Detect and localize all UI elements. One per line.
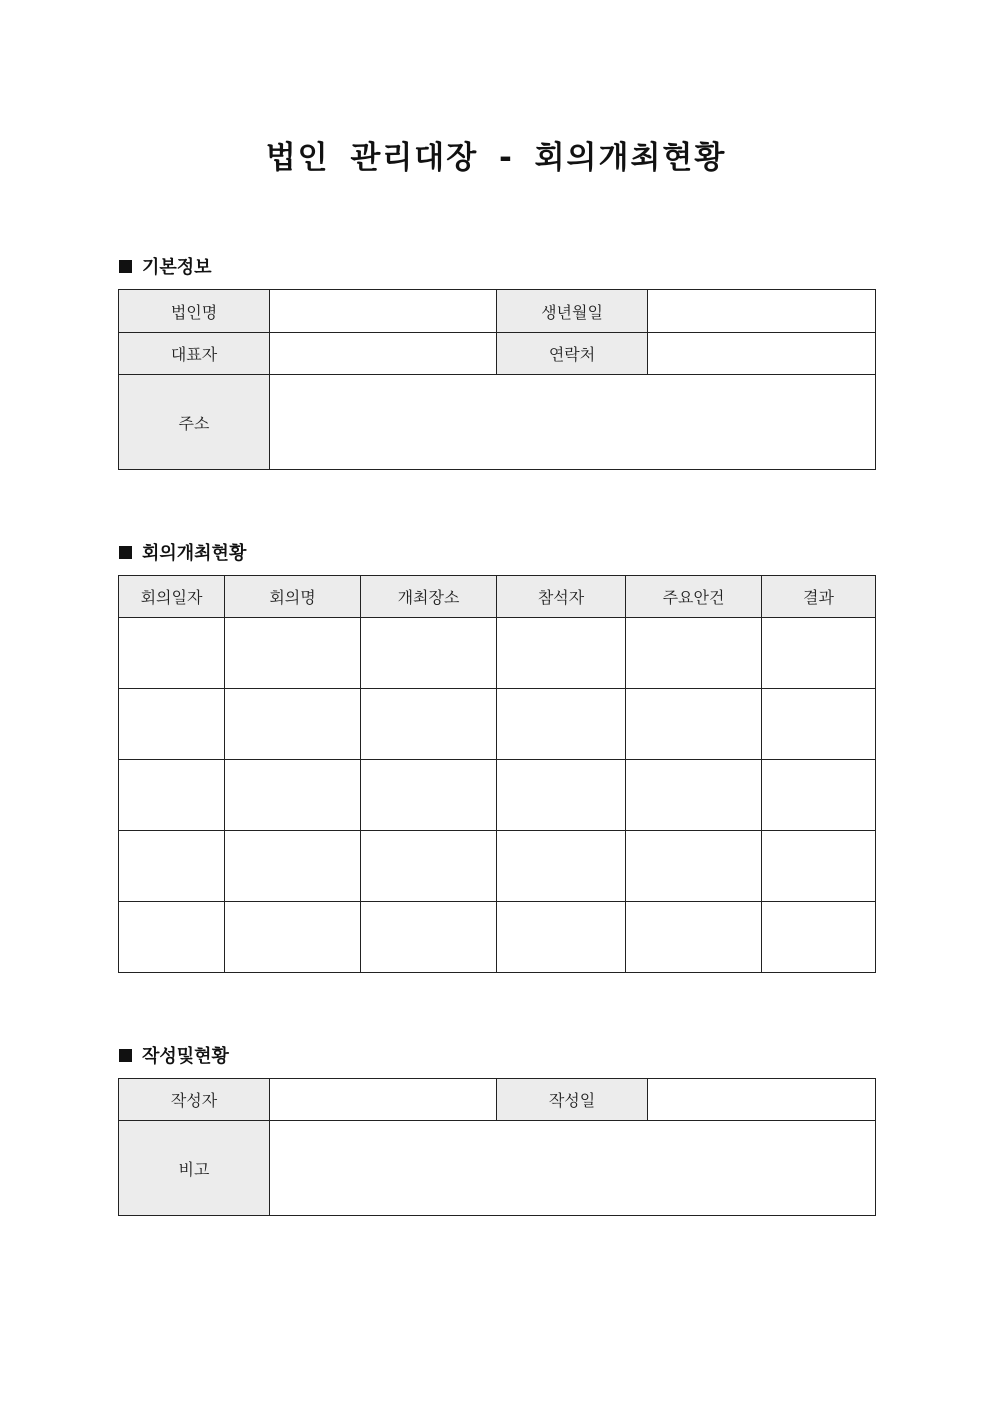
section-heading-label: 기본정보 [142,257,212,278]
table-cell[interactable] [497,618,626,689]
table-cell[interactable] [361,902,497,973]
representative-field[interactable] [270,333,497,375]
section-heading-basic-info [119,253,212,279]
table-cell[interactable] [225,618,361,689]
address-field[interactable] [270,375,876,470]
table-cell[interactable] [497,902,626,973]
contact-label: 연락처 [497,333,648,375]
black-square-icon [119,260,132,273]
table-cell[interactable] [762,902,876,973]
basic-info-table [118,289,876,470]
column-header-attendees: 참석자 [497,576,626,618]
corp-name-label: 법인명 [119,290,270,333]
column-header-date: 회의일자 [119,576,225,618]
writing-table [118,1078,876,1216]
column-header-result: 결과 [762,576,876,618]
corp-name-field[interactable] [270,290,497,333]
page-title: 법인 관리대장 - 회의개최현황 [265,140,727,176]
written-date-field[interactable] [648,1079,876,1121]
written-date-label: 작성일 [497,1079,648,1121]
table-cell[interactable] [119,831,225,902]
section-heading-label: 작성및현황 [142,1046,229,1067]
column-header-venue: 개최장소 [361,576,497,618]
table-cell[interactable] [762,831,876,902]
black-square-icon [119,1049,132,1062]
table-cell[interactable] [762,618,876,689]
table-cell[interactable] [361,618,497,689]
table-row [119,689,876,760]
table-cell[interactable] [361,760,497,831]
section-heading-writing [119,1042,229,1068]
remarks-field[interactable] [270,1121,876,1216]
table-cell[interactable] [225,831,361,902]
author-label: 작성자 [119,1079,270,1121]
table-cell[interactable] [119,689,225,760]
table-cell[interactable] [225,689,361,760]
birth-date-field[interactable] [648,290,876,333]
birth-date-label: 생년월일 [497,290,648,333]
contact-field[interactable] [648,333,876,375]
table-cell[interactable] [361,689,497,760]
section-heading-label: 회의개최현황 [142,543,247,564]
table-cell[interactable] [762,760,876,831]
table-cell[interactable] [626,689,762,760]
table-cell[interactable] [361,831,497,902]
table-row [119,760,876,831]
author-field[interactable] [270,1079,497,1121]
section-heading-meetings [119,539,246,565]
table-cell[interactable] [626,760,762,831]
table-cell[interactable] [626,831,762,902]
table-row [119,618,876,689]
column-header-agenda: 주요안건 [626,576,762,618]
table-cell[interactable] [626,618,762,689]
table-row [119,902,876,973]
table-cell[interactable] [225,760,361,831]
remarks-label: 비고 [119,1121,270,1216]
representative-label: 대표자 [119,333,270,375]
table-cell[interactable] [225,902,361,973]
meetings-table [118,575,876,973]
table-cell[interactable] [497,689,626,760]
black-square-icon [119,546,132,559]
table-cell[interactable] [119,902,225,973]
table-cell[interactable] [119,760,225,831]
table-cell[interactable] [497,831,626,902]
table-row [119,831,876,902]
table-cell[interactable] [762,689,876,760]
table-cell[interactable] [119,618,225,689]
address-label: 주소 [119,375,270,470]
column-header-meeting-name: 회의명 [225,576,361,618]
table-cell[interactable] [626,902,762,973]
table-cell[interactable] [497,760,626,831]
